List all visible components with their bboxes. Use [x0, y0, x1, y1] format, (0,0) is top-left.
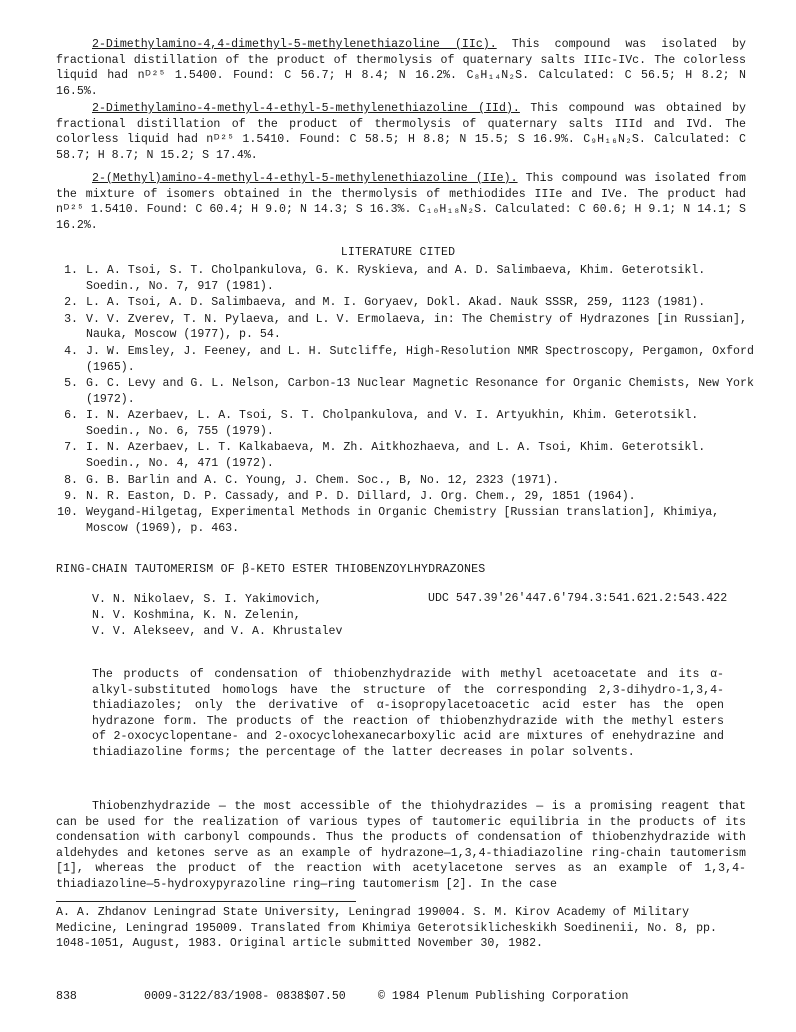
literature-heading: LITERATURE CITED: [340, 246, 456, 259]
compound-heading: 2-(Methyl)amino-4-methyl-4-ethyl-5-methylenethiazoline (IIe).: [92, 172, 518, 185]
reference-text: G. C. Levy and G. L. Nelson, Carbon-13 Nuclear Magnetic Resonance for Organic Chemists, New York (1972).: [86, 376, 754, 406]
reference-number: 6.: [64, 409, 78, 423]
reference-number: 1.: [64, 264, 78, 277]
compound-paragraph-iid: [56, 101, 746, 163]
article-title: RING-CHAIN TAUTOMERISM OF β-KETO ESTER THIOBENZOYLHYDRAZONES: [56, 563, 486, 576]
author-line: N. V. Koshmina, K. N. Zelenin,: [92, 609, 301, 622]
reference-text: Weygand-Hilgetag, Experimental Methods in Organic Chemistry [Russian translation], Khimiya, Moscow (1969), p. 463.: [86, 506, 720, 536]
reference-item: [56, 376, 756, 408]
author-line: V. V. Alekseev, and V. A. Khrustalev: [92, 625, 343, 638]
reference-item: [56, 295, 756, 311]
abstract: The products of condensation of thiobenzhydrazide with methyl acetoacetate and its α-alkyl-substituted homologs have the structure of the corresponding 2,3-dihydro-1,3,4-thiadiazoles; only the derivative of α-isopropylacetoacetic acid ester has the open hydrazone form. The products of the reaction of thiobenzhydrazide with the methyl esters of 2-oxocyclopentane- and 2-oxocyclohexanecarboxylic acid are mixtures of enehydrazine and thiadiazoline forms; the percentage of the latter decreases in polar solvents.: [92, 668, 724, 759]
compound-heading: 2-Dimethylamino-4-methyl-4-ethyl-5-methylenethiazoline (IId).: [92, 102, 520, 115]
reference-text: L. A. Tsoi, A. D. Salimbaeva, and M. I. Goryaev, Dokl. Akad. Nauk SSSR, 259, 1123 (1981).: [86, 296, 706, 310]
reference-item: [56, 408, 756, 440]
reference-item: [56, 312, 756, 344]
author-line: V. N. Nikolaev, S. I. Yakimovich,: [92, 593, 322, 606]
reference-text: G. B. Barlin and A. C. Young, J. Chem. Soc., B, No. 12, 2323 (1971).: [86, 473, 560, 487]
introduction-paragraph: [56, 799, 746, 893]
reference-text: N. R. Easton, D. P. Cassady, and P. D. Dillard, J. Org. Chem., 29, 1851 (1964).: [86, 489, 636, 503]
reference-item: [56, 505, 756, 537]
compound-paragraph-iic: [56, 37, 746, 99]
reference-text: L. A. Tsoi, S. T. Cholpankulova, G. K. Ryskieva, and A. D. Salimbaeva, Khim. Geterotsikl. Soedin., No. 7, 917 (1981).: [86, 264, 706, 293]
reference-number: 10.: [57, 506, 78, 520]
reference-list: [56, 263, 756, 537]
reference-number: 4.: [64, 344, 78, 358]
reference-number: 3.: [64, 312, 78, 326]
reference-item: [56, 489, 756, 505]
introduction-text: Thiobenzhydrazide — the most accessible of the thiohydrazides — is a promising reagent that can be used for the realization of various types of tautomeric equilibria in the products of its condensation with carbonyl compounds. Thus the products of condensation of thiobenzhydrazide with aldehydes and ketones serve as an example of hydrazone—1,3,4-thiadiazoline ring-chain tautomerism [1], whereas the product of the reaction with acetylacetone serves as an example of 1,3,4-thiadiazoline—5-hydroxypyrazoline ring—ring tautomerism [2]. In the case: [56, 800, 746, 891]
reference-number: 7.: [64, 441, 78, 455]
article-code: 0009-3122/83/1908- 0838$07.50: [144, 990, 346, 1003]
compound-text: This compound was obtained by fractional distillation of the product of thermolysis of quaternary salts IIId and IVd. The colorless liquid had nᴰ²⁵ 1.5410. Found: C 58.5; H 8.8; N 15.5; S 16.9%. C₉H₁₆N₂S. Calculated: C 58.7; H 8.7; N 15.2; S 17.4%.: [56, 102, 746, 162]
compound-text: This compound was isolated from the mixture of isomers obtained in the thermolysis of methiodides IIIe and IVe. The product had nᴰ²⁵ 1.5410. Found: C 60.4; H 9.0; N 14.3; S 16.3%. C₁₀H₁₈N₂S. Calculated: C 60.6; H 9.1; N 14.1; S 16.2%.: [56, 172, 746, 232]
reference-item: [56, 440, 756, 472]
compound-heading: 2-Dimethylamino-4,4-dimethyl-5-methylenethiazoline (IIc).: [92, 38, 497, 51]
copyright: © 1984 Plenum Publishing Corporation: [378, 990, 629, 1003]
affiliation-footnote: A. A. Zhdanov Leningrad State University, Leningrad 199004. S. M. Kirov Academy of Military Medicine, Leningrad 195009. Translated from Khimiya Geterotsiklicheskikh Soedinenii, No. 8, pp. 1048-1051, August, 1983. Original article submitted November 30, 1982.: [56, 906, 717, 951]
reference-number: 5.: [64, 376, 78, 390]
reference-number: 8.: [64, 473, 78, 487]
reference-item: [56, 344, 756, 376]
reference-number: 2.: [64, 296, 78, 310]
reference-text: J. W. Emsley, J. Feeney, and L. H. Sutcliffe, High-Resolution NMR Spectroscopy, Pergamon, Oxford (1965).: [86, 344, 754, 374]
reference-text: I. N. Azerbaev, L. T. Kalkabaeva, M. Zh. Aitkhozhaeva, and L. A. Tsoi, Khim. Geterotsikl. Soedin., No. 4, 471 (1972).: [86, 441, 706, 471]
reference-text: V. V. Zverev, T. N. Pylaeva, and L. V. Ermolaeva, in: The Chemistry of Hydrazones [in Russian], Nauka, Moscow (1977), p. 54.: [86, 312, 747, 342]
reference-number: 9.: [64, 489, 78, 503]
compound-paragraph-iie: [56, 171, 746, 233]
compound-text: This compound was isolated by fractional distillation of the product of thermolysis of quaternary salts IIIc-IVc. The colorless liquid had nᴰ²⁵ 1.5400. Found: C 56.7; H 8.4; N 16.2%. C₈H₁₄N₂S. Calculated: C 56.5; H 8.2; N 16.5%.: [56, 38, 746, 98]
reference-item: [56, 263, 756, 295]
reference-text: I. N. Azerbaev, L. A. Tsoi, S. T. Cholpankulova, and V. I. Artyukhin, Khim. Geterotsikl. Soedin., No. 6, 755 (1979).: [86, 409, 699, 438]
author-block: [92, 592, 342, 640]
reference-item: [56, 473, 756, 489]
page-number: 838: [56, 990, 77, 1003]
footnote-divider: [56, 901, 356, 902]
udc-code: UDC 547.39'26'447.6'794.3:541.621.2:543.422: [428, 592, 728, 605]
